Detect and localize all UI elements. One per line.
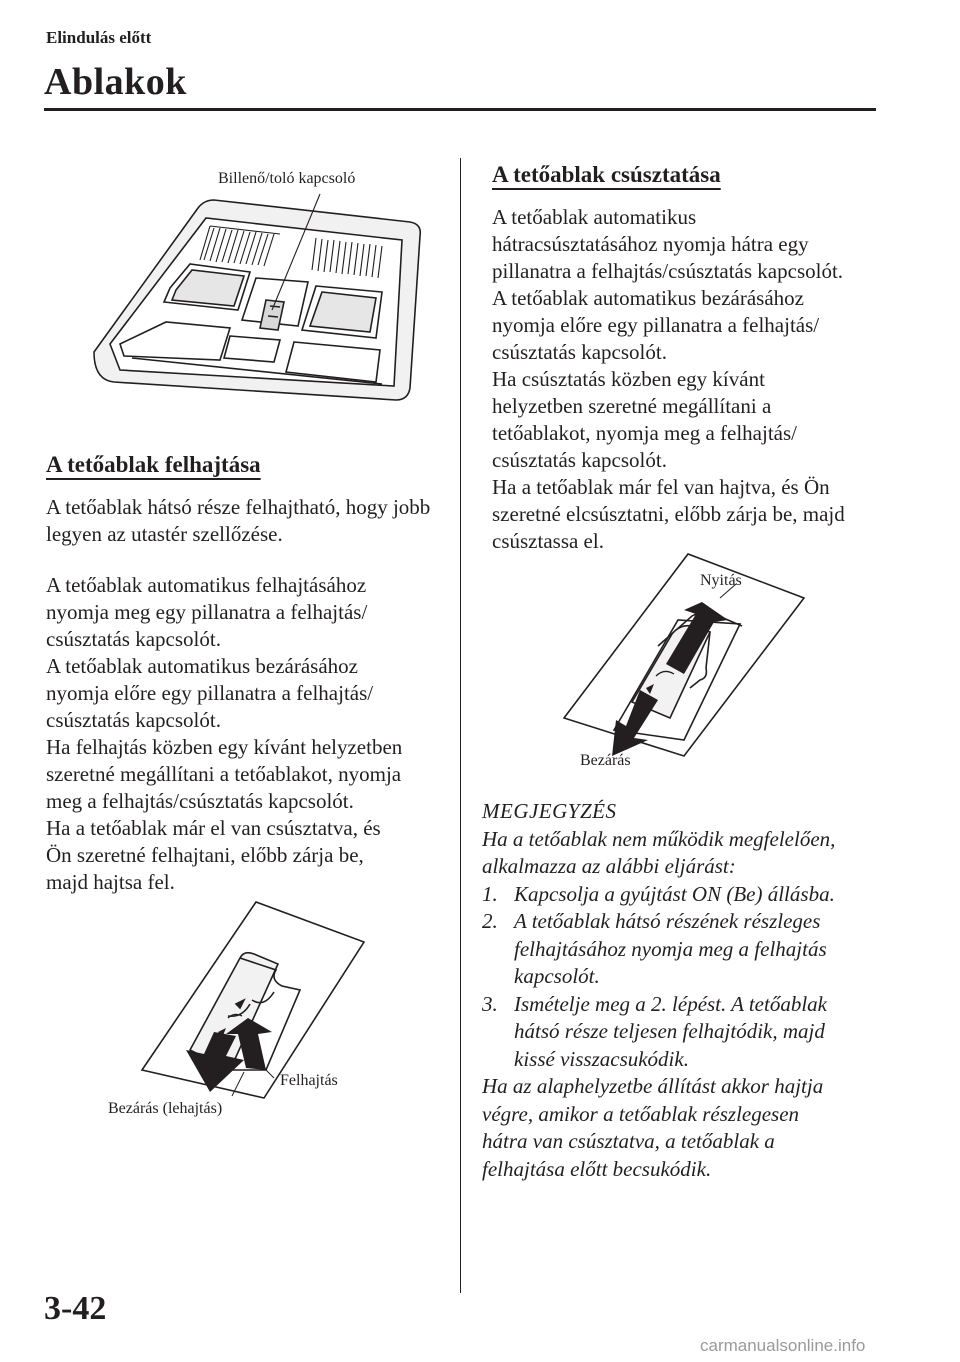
text-line: tetőablakot, nyomja meg a felhajtás/ bbox=[492, 421, 797, 445]
close-label: Bezárás bbox=[580, 752, 631, 769]
text-line: A tetőablak automatikus felhajtásához bbox=[46, 573, 367, 597]
text-line: csúsztassa el. bbox=[492, 529, 604, 553]
text-line: Ön szeretné felhajtani, előbb zárja be, bbox=[46, 843, 364, 867]
note-step bbox=[482, 991, 892, 1074]
text-line: pillanatra a felhajtás/csúsztatás kapcsolót. bbox=[492, 259, 844, 283]
text-line: Ha az alaphelyzetbe állítást akkor hajtja bbox=[482, 1074, 824, 1098]
text-line: csúsztatás kapcsolót. bbox=[46, 708, 221, 732]
text-line: szeretné elcsúsztatni, előbb zárja be, majd bbox=[492, 502, 845, 526]
text-line: alkalmazza az alábbi eljárást: bbox=[482, 854, 736, 878]
text-line: meg a felhajtás/csúsztatás kapcsolót. bbox=[46, 789, 354, 813]
overhead-console-figure bbox=[80, 160, 440, 430]
open-label: Nyitás bbox=[700, 572, 742, 589]
footer-watermark[interactable]: carmanualsonline.info bbox=[700, 1336, 866, 1355]
text-line: kapcsolót. bbox=[514, 964, 600, 988]
text-line: hátracsúsztatásához nyomja hátra egy bbox=[492, 232, 809, 256]
step-number: 3. bbox=[482, 991, 498, 1016]
slide-switch-figure bbox=[560, 550, 810, 760]
text-line: A tetőablak hátsó részének részleges bbox=[514, 909, 821, 933]
slide-instructions bbox=[492, 204, 892, 555]
step-number: 2. bbox=[482, 909, 498, 933]
text-line: helyzetben szeretné megállítani a bbox=[492, 394, 772, 418]
note-block bbox=[482, 798, 892, 1183]
text-line: Ha a tetőablak nem működik megfelelően, bbox=[482, 826, 836, 851]
column-divider bbox=[460, 158, 461, 1293]
tilt-switch-illustration bbox=[140, 900, 370, 1100]
tilt-switch-figure bbox=[140, 900, 370, 1100]
page-title: Ablakok bbox=[44, 61, 187, 103]
section-label: Elindulás előtt bbox=[46, 28, 152, 47]
text-line: szeretné megállítani a tetőablakot, nyomja bbox=[46, 762, 402, 786]
text-line: hátra van csúsztatva, a tetőablak a bbox=[482, 1129, 775, 1153]
note-title: MEGJEGYZÉS bbox=[482, 799, 617, 823]
text-line: felhajtásához nyomja meg a felhajtás bbox=[514, 936, 827, 961]
tilt-slide-switch-label: Billenő/toló kapcsoló bbox=[218, 170, 356, 187]
text-line: csúsztatás kapcsolót. bbox=[492, 340, 667, 364]
text-line: felhajtása előtt becsukódik. bbox=[482, 1156, 712, 1181]
text-line: A tetőablak automatikus bezárásához bbox=[492, 286, 804, 310]
tilt-up-label: Felhajtás bbox=[280, 1072, 338, 1089]
note-step bbox=[482, 908, 892, 991]
text-line: nyomja előre egy pillanatra a felhajtás/ bbox=[46, 681, 374, 705]
text-line: A tetőablak automatikus bbox=[492, 205, 697, 229]
note-step bbox=[482, 881, 892, 909]
step-number: 1. bbox=[482, 881, 498, 906]
header-divider bbox=[44, 108, 876, 111]
text-line: Ha a tetőablak már fel van hajtva, és Ön bbox=[492, 475, 830, 499]
text-line: csúsztatás kapcsolót. bbox=[492, 448, 667, 472]
text-line: A tetőablak automatikus bezárásához bbox=[46, 654, 358, 678]
text-line: Kapcsolja a gyújtást ON (Be) állásba. bbox=[514, 881, 835, 906]
text-line: Ha a tetőablak már el van csúsztatva, és bbox=[46, 816, 381, 840]
tilt-intro-paragraph: A tetőablak hátsó része felhajtható, hogy jobb legyen az utastér szellőzése. bbox=[46, 495, 431, 546]
text-line: végre, amikor a tetőablak részlegesen bbox=[482, 1101, 800, 1126]
tilt-instructions bbox=[46, 572, 456, 896]
text-line: Ha csúsztatás közben egy kívánt bbox=[492, 367, 765, 391]
slide-section-heading: A tetőablak csúsztatása bbox=[492, 162, 721, 187]
tilt-section-heading: A tetőablak felhajtása bbox=[46, 452, 261, 477]
text-line: Ha felhajtás közben egy kívánt helyzetben bbox=[46, 735, 403, 759]
tilt-intro-text bbox=[46, 494, 446, 548]
text-line: majd hajtsa fel. bbox=[46, 870, 175, 894]
overhead-console-illustration bbox=[80, 160, 440, 430]
text-line: kissé visszacsukódik. bbox=[514, 1046, 689, 1071]
tilt-close-label: Bezárás (lehajtás) bbox=[108, 1100, 223, 1117]
text-line: csúsztatás kapcsolót. bbox=[46, 627, 221, 651]
text-line: nyomja meg egy pillanatra a felhajtás/ bbox=[46, 600, 368, 624]
text-line: Ismételje meg a 2. lépést. A tetőablak bbox=[514, 991, 827, 1016]
text-line: hátsó része teljesen felhajtódik, majd bbox=[514, 1019, 825, 1043]
slide-switch-illustration bbox=[560, 550, 810, 760]
page-number: 3-42 bbox=[44, 1290, 107, 1327]
text-line: nyomja előre egy pillanatra a felhajtás/ bbox=[492, 313, 820, 337]
